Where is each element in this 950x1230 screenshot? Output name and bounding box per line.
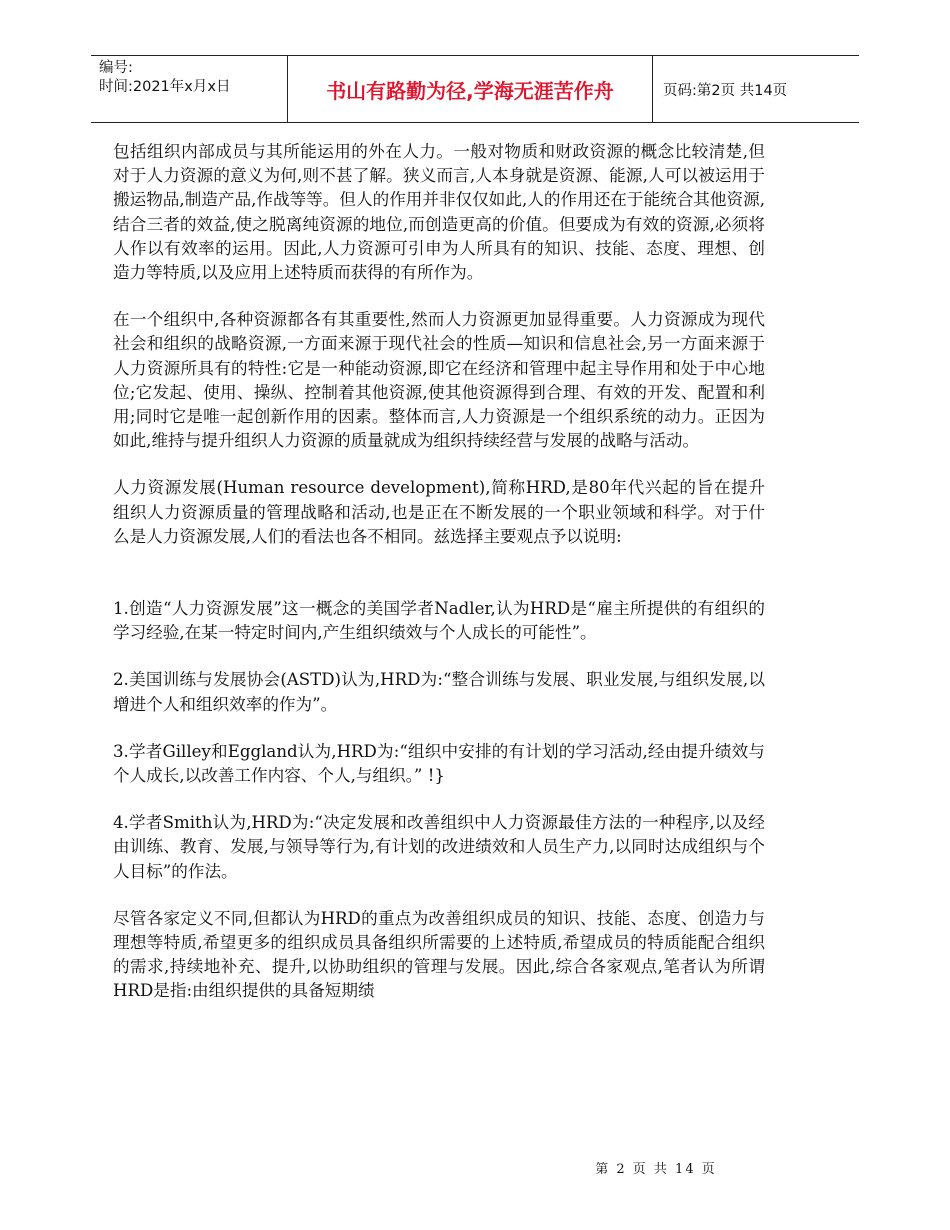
header-motto: 书山有路勤为径,学海无涯苦作舟 xyxy=(287,56,653,122)
document-time-label: 时间:2021年x月x日 xyxy=(99,79,231,95)
paragraph-astd: 2.美国训练与发展协会(ASTD)认为,HRD为:“整合训练与发展、职业发展,与组织发展,以增进个人和组织效率的作为”。 xyxy=(113,670,765,714)
page-header xyxy=(91,55,859,123)
paragraph-hrd-intro: 人力资源发展(Human resource development),简称HRD,是80年代兴起的旨在提升组织人力资源质量的管理战略和活动,也是正在不断发展的一个职业领域和科学。对于什么是人力资源发展,人们的看法也各不相同。兹选择主要观点予以说明: xyxy=(113,478,765,546)
header-meta xyxy=(91,56,287,122)
paragraph-smith: 4.学者Smith认为,HRD为:“决定发展和改善组织中人力资源最佳方法的一种程序,以及经由训练、教育、发展,与领导等行为,有计划的改进绩效和人员生产力,以同时达成组织与个人目标”的作法。 xyxy=(113,813,765,881)
paragraph-gilley-eggland: 3.学者Gilley和Eggland认为,HRD为:“组织中安排的有计划的学习活动,经由提升绩效与个人成长,以改善工作内容、个人,与组织。” !} xyxy=(113,741,765,786)
paragraph-hr-importance: 在一个组织中,各种资源都各有其重要性,然而人力资源更加显得重要。人力资源成为现代社会和组织的战略资源,一方面来源于现代社会的性质—知识和信息社会,另一方面来源于人力资源所具有的特性:它是一种能动资源,即它在经济和管理中起主导作用和处于中心地位;它发起、使用、操纵、控制着其他资源,使其他资源得到合理、有效的开发、配置和利用;同时它是唯一起创新作用的因素。整体而言,人力资源是一个组织系统的动力。正因为如此,维持与提升组织人力资源的质量就成为组织持续经营与发展的战略与活动。 xyxy=(113,310,765,451)
paragraph-summary: 尽管各家定义不同,但都认为HRD的重点为改善组织成员的知识、技能、态度、创造力与理想等特质,希望更多的组织成员具备组织所需要的上述特质,希望成员的特质能配合组织的需求,持续地补充、提升,以协助组织的管理与发展。因此,综合各家观点,笔者认为所谓HRD是指:由组织提供的具备短期绩 xyxy=(113,908,765,1001)
paragraph-nadler: 1.创造“人力资源发展”这一概念的美国学者Nadler,认为HRD是“雇主所提供的有组织的学习经验,在某一特定时间内,产生组织绩效与个人成长的可能性”。 xyxy=(113,599,765,643)
header-page-info: 页码:第2页 共14页 xyxy=(663,82,788,99)
document-body xyxy=(113,140,765,1027)
paragraph-hr-definition: 包括组织内部成员与其所能运用的外在人力。一般对物质和财政资源的概念比较清楚,但对于人力资源的意义为何,则不甚了解。狭义而言,人本身就是资源、能源,人可以被运用于搬运物品,制造产品,作战等等。但人的作用并非仅仅如此,人的作用还在于能统合其他资源,结合三者的效益,使之脱离纯资源的地位,而创造更高的价值。但要成为有效的资源,必须将人作以有效率的运用。因此,人力资源可引申为人所具有的知识、技能、态度、理想、创造力等特质,以及应用上述特质而获得的有所作为。 xyxy=(113,142,765,283)
page-footer: 第 2 页 共 14 页 xyxy=(595,1162,717,1177)
document-id-label: 编号: xyxy=(99,60,133,76)
